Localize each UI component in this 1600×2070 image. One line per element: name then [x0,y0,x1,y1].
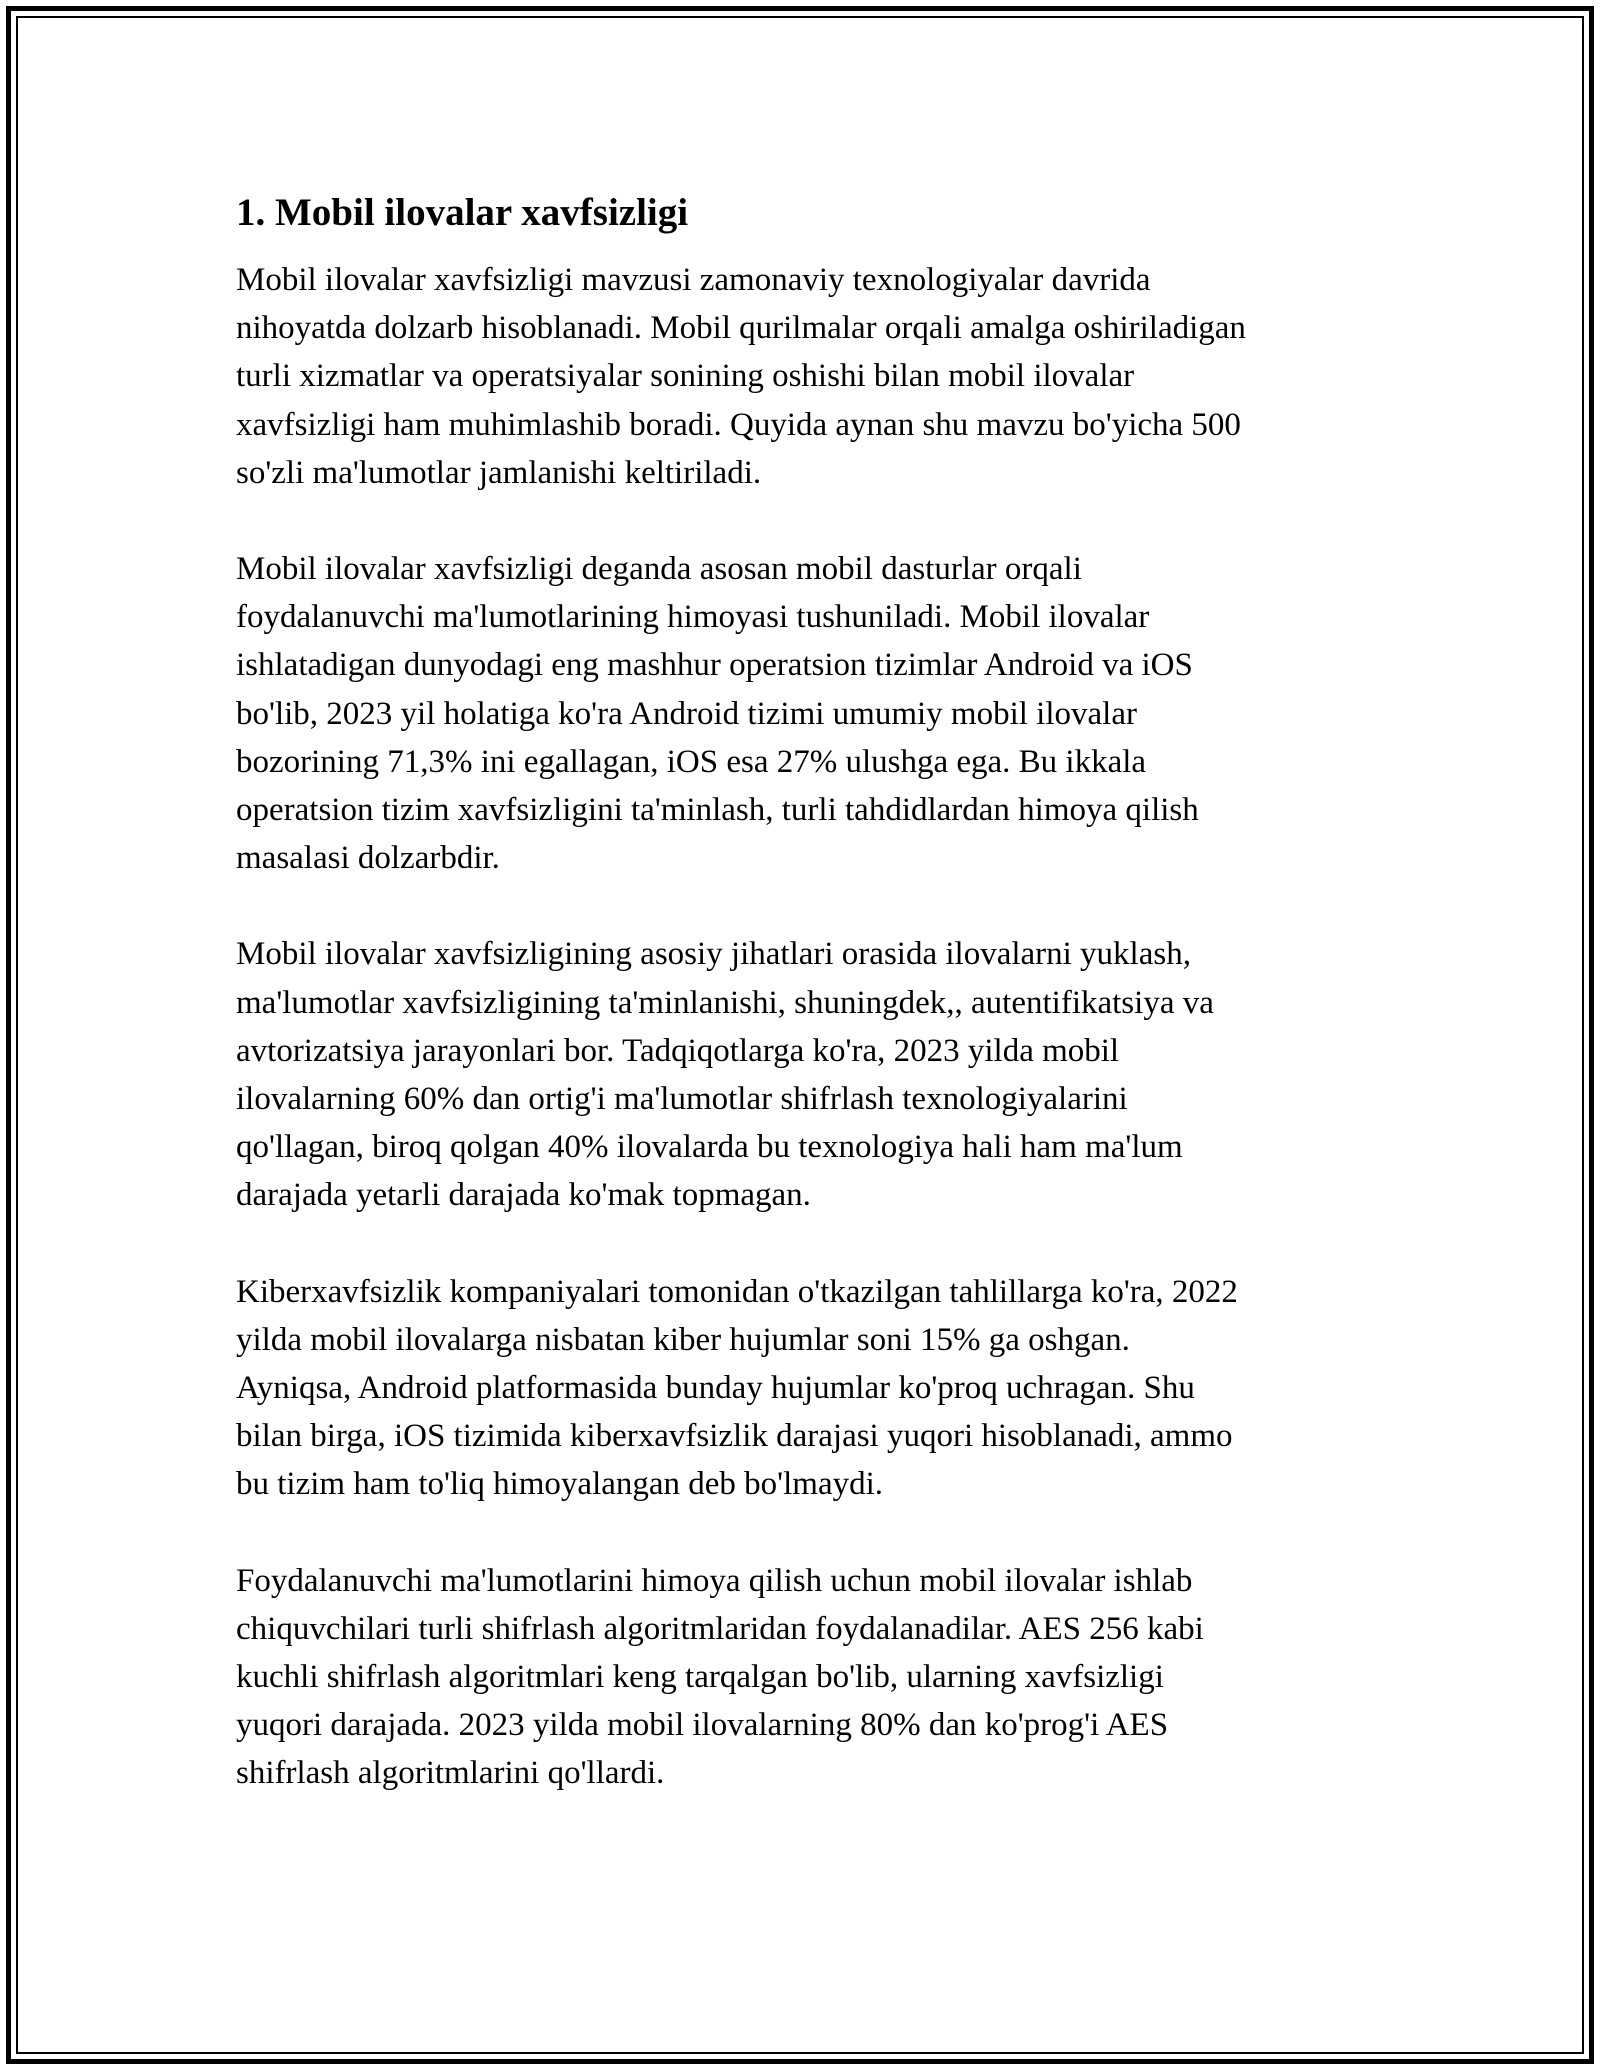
paragraph-intro [236,256,1371,497]
text-line: yilda mobil ilovalarga nisbatan kiber hujumlar soni 15% ga oshgan. [236,1321,1130,1358]
paragraph-security-aspects [236,930,1371,1219]
text-line: bu tizim ham to'liq himoyalangan deb bo'lmaydi. [236,1466,884,1503]
text-line: operatsion tizim xavfsizligini ta'minlash, turli tahdidlardan himoya qilish [236,792,1199,829]
text-line: Kiberxavfsizlik kompaniyalari tomonidan o'tkazilgan tahlillarga ko'ra, 2022 [236,1273,1238,1310]
text-line: shifrlash algoritmlarini qo'llardi. [236,1755,665,1792]
text-line: bilan birga, iOS tizimida kiberxavfsizlik darajasi yuqori hisoblanadi, ammo [236,1418,1233,1455]
text-line: Foydalanuvchi ma'lumotlarini himoya qilish uchun mobil ilovalar ishlab [236,1562,1193,1599]
text-line: nihoyatda dolzarb hisoblanadi. Mobil qurilmalar orqali amalga oshiriladigan [236,310,1246,347]
paragraph-encryption [236,1557,1371,1798]
text-line: turli xizmatlar va operatsiyalar sonining oshishi bilan mobil ilovalar [236,358,1135,395]
text-line: Ayniqsa, Android platformasida bunday hujumlar ko'proq uchragan. Shu [236,1370,1195,1407]
text-line: foydalanuvchi ma'lumotlarining himoyasi tushuniladi. Mobil ilovalar [236,599,1150,636]
paragraph-cyber-attacks [236,1268,1371,1509]
text-line: masalasi dolzarbdir. [236,840,500,877]
text-line: ma'lumotlar xavfsizligining ta'minlanishi, shuningdek,, autentifikatsiya va [236,984,1214,1021]
text-line: avtorizatsiya jarayonlari bor. Tadqiqotlarga ko'ra, 2023 yilda mobil [236,1032,1120,1069]
text-line: ishlatadigan dunyodagi eng mashhur operatsion tizimlar Android va iOS [236,647,1193,684]
text-line: kuchli shifrlash algoritmlari keng tarqalgan bo'lib, ularning xavfsizligi [236,1659,1164,1696]
text-line: Mobil ilovalar xavfsizligi deganda asosan mobil dasturlar orqali [236,551,1082,588]
text-line: yuqori darajada. 2023 yilda mobil ilovalarning 80% dan ko'prog'i AES [236,1707,1169,1744]
text-line: darajada yetarli darajada ko'mak topmagan. [236,1177,811,1214]
text-line: xavfsizligi ham muhimlashib boradi. Quyida aynan shu mavzu bo'yicha 500 [236,406,1241,443]
section-heading: 1. Mobil ilovalar xavfsizligi [236,191,689,234]
text-line: Mobil ilovalar xavfsizligi mavzusi zamonaviy texnologiyalar davrida [236,262,1151,298]
text-line: bo'lib, 2023 yil holatiga ko'ra Android tizimi umumiy mobil ilovalar [236,695,1137,732]
text-line: chiquvchilari turli shifrlash algoritmlaridan foydalanadilar. AES 256 kabi [236,1610,1204,1647]
text-line: qo'llagan, biroq qolgan 40% ilovalarda bu texnologiya hali ham ma'lum [236,1129,1183,1166]
text-line: bozorining 71,3% ini egallagan, iOS esa 27% ulushga ega. Bu ikkala [236,743,1147,780]
text-line: Mobil ilovalar xavfsizligining asosiy jihatlari orasida ilovalarni yuklash, [236,936,1191,973]
document-body [236,188,1371,1846]
paragraph-operating-systems [236,545,1371,882]
text-line: so'zli ma'lumotlar jamlanishi keltiriladi. [236,454,762,491]
text-line: ilovalarning 60% dan ortig'i ma'lumotlar shifrlash texnologiyalarini [236,1081,1128,1118]
